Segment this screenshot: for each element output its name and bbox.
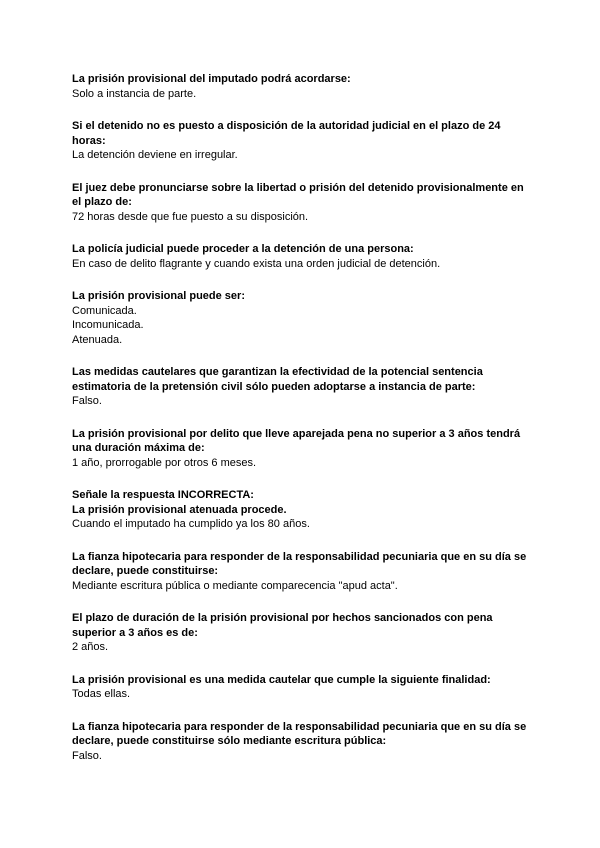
qa-item-6 xyxy=(72,365,532,409)
qa-item-3 xyxy=(72,181,532,225)
qa-item-8 xyxy=(72,488,532,532)
answer-text: Incomunicada. xyxy=(72,319,144,331)
question-text: Las medidas cautelares que garantizan la efectividad de la potencial sentencia estimatoria de la pretensión civil sólo pueden adoptarse a instancia de parte: xyxy=(72,366,483,393)
answer-text: Solo a instancia de parte. xyxy=(72,87,197,100)
question-text: Señale la respuesta INCORRECTA: xyxy=(72,489,254,501)
question-text: La policía judicial puede proceder a la detención de una persona: xyxy=(72,243,414,255)
answer-text: Atenuada. xyxy=(72,333,123,346)
answer-text: 72 horas desde que fue puesto a su disposición. xyxy=(72,210,309,223)
answer-text: 2 años. xyxy=(72,641,109,653)
qa-item-4 xyxy=(72,242,532,271)
question-text: Si el detenido no es puesto a disposición de la autoridad judicial en el plazo de 24 horas: xyxy=(72,120,501,147)
question-text: El plazo de duración de la prisión provisional por hechos sancionados con pena superior a 3 años es de: xyxy=(72,612,493,639)
answer-text: 1 año, prorrogable por otros 6 meses. xyxy=(72,456,257,469)
document-page xyxy=(72,72,532,781)
question-text: La fianza hipotecaria para responder de la responsabilidad pecuniaria que en su día se declare, puede constituirse: xyxy=(72,550,527,577)
question-text: El juez debe pronunciarse sobre la libertad o prisión del detenido provisionalmente en el plazo de: xyxy=(72,181,524,208)
answer-text: La detención deviene en irregular. xyxy=(72,149,238,161)
answer-text: Falso. xyxy=(72,395,102,407)
qa-item-1 xyxy=(72,72,532,101)
qa-item-9 xyxy=(72,550,532,594)
question-text: La prisión provisional del imputado podrá acordarse: xyxy=(72,73,351,85)
qa-item-10 xyxy=(72,611,532,655)
answer-text: Falso. xyxy=(72,749,102,762)
qa-item-7 xyxy=(72,427,532,471)
qa-item-12 xyxy=(72,720,532,764)
answer-text: Comunicada. xyxy=(72,304,137,317)
answer-text: Cuando el imputado ha cumplido ya los 80 años. xyxy=(72,518,310,530)
answer-text: Todas ellas. xyxy=(72,688,131,700)
question-text: La fianza hipotecaria para responder de la responsabilidad pecuniaria que en su día se declare, puede constituirse sólo mediante escritura pública: xyxy=(72,720,527,747)
answer-text: Mediante escritura pública o mediante comparecencia "apud acta". xyxy=(72,579,398,592)
qa-item-2 xyxy=(72,119,532,163)
answer-text: En caso de delito flagrante y cuando exista una orden judicial de detención. xyxy=(72,257,441,270)
question-text: La prisión provisional puede ser: xyxy=(72,290,245,302)
question-text: La prisión provisional es una medida cautelar que cumple la siguiente finalidad: xyxy=(72,673,491,686)
question-subtext: La prisión provisional atenuada procede. xyxy=(72,503,287,516)
qa-item-11 xyxy=(72,673,532,702)
question-text: La prisión provisional por delito que lleve aparejada pena no superior a 3 años tendrá una duración máxima de: xyxy=(72,427,521,454)
qa-item-5 xyxy=(72,289,532,347)
